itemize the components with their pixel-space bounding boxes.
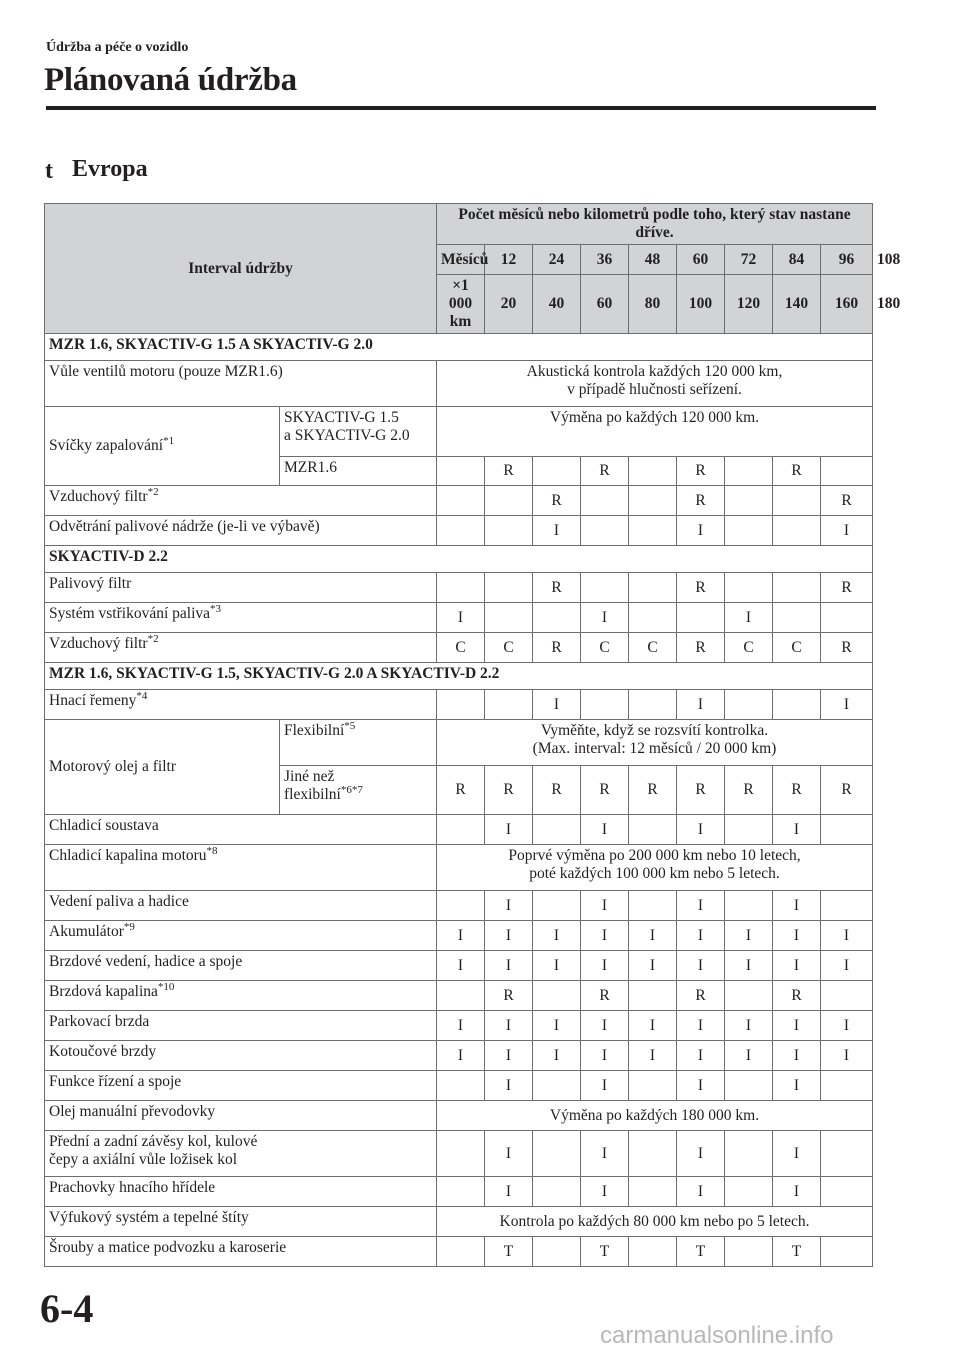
interval-cell — [437, 891, 485, 921]
interval-cell: R — [581, 766, 629, 815]
row-label: Kotoučové brzdy — [45, 1041, 437, 1071]
interval-cell: I — [629, 921, 677, 951]
interval-cell: I — [725, 1041, 773, 1071]
row-label: Odvětrání palivové nádrže (je-li ve výbavě) — [45, 516, 437, 546]
row-label: Hnací řemeny$^{*4}$ — [45, 690, 437, 720]
interval-cell: I — [485, 815, 533, 845]
interval-cell: T — [773, 1237, 821, 1267]
interval-cell: I — [533, 921, 581, 951]
section-header: MZR 1.6, SKYACTIV-G 1.5 A SKYACTIV-G 2.0 — [45, 334, 873, 361]
interval-cell: I — [485, 1041, 533, 1071]
row-label: Chladicí soustava — [45, 815, 437, 845]
interval-cell: I — [677, 1011, 725, 1041]
interval-cell — [821, 1237, 873, 1267]
interval-cell: I — [677, 921, 725, 951]
interval-cell — [437, 457, 485, 486]
interval-cell — [629, 1177, 677, 1207]
row-label: Vzduchový filtr$^{*2}$ — [45, 633, 437, 663]
interval-cell: R — [533, 573, 581, 603]
interval-cell — [581, 516, 629, 546]
interval-cell — [581, 486, 629, 516]
section-header: MZR 1.6, SKYACTIV-G 1.5, SKYACTIV-G 2.0 A SKYACTIV-D 2.2 — [45, 663, 873, 690]
interval-cell: R — [677, 573, 725, 603]
interval-cell: R — [485, 981, 533, 1011]
interval-cell: I — [725, 603, 773, 633]
row-label: Výfukový systém a tepelné štíty — [45, 1207, 437, 1237]
interval-cell — [437, 1071, 485, 1101]
row-label: Prachovky hnacího hřídele — [45, 1177, 437, 1207]
interval-cell: I — [533, 1041, 581, 1071]
interval-cell: T — [677, 1237, 725, 1267]
interval-cell: C — [773, 633, 821, 663]
interval-cell: I — [725, 951, 773, 981]
row-sublabel: MZR1.6 — [280, 457, 437, 486]
row-note: Výměna po každých 120 000 km. — [437, 407, 873, 457]
interval-cell: I — [677, 951, 725, 981]
row-note: Akustická kontrola každých 120 000 km, v případě hlučnosti seřízení. — [437, 361, 873, 407]
row-label: Olej manuální převodovky — [45, 1101, 437, 1131]
interval-cell: I — [581, 951, 629, 981]
interval-cell — [533, 1131, 581, 1177]
interval-cell — [533, 603, 581, 633]
interval-cell — [773, 603, 821, 633]
interval-cell: R — [581, 981, 629, 1011]
interval-cell: I — [581, 603, 629, 633]
months-value: 84 — [773, 245, 821, 275]
interval-cell — [437, 516, 485, 546]
interval-cell: I — [485, 1131, 533, 1177]
interval-cell: R — [629, 766, 677, 815]
interval-cell: I — [581, 1071, 629, 1101]
interval-cell — [725, 1237, 773, 1267]
interval-cell: R — [581, 457, 629, 486]
row-sublabel: Jiné než flexibilní$^{*6*7}$ — [280, 766, 437, 815]
interval-cell — [437, 981, 485, 1011]
interval-cell — [437, 1131, 485, 1177]
interval-cell — [725, 891, 773, 921]
interval-cell: I — [773, 1041, 821, 1071]
interval-cell: I — [485, 891, 533, 921]
interval-cell — [629, 603, 677, 633]
months-value: 72 — [725, 245, 773, 275]
title-divider — [46, 106, 876, 110]
interval-cell: I — [677, 690, 725, 720]
km-value: 20 — [485, 275, 533, 334]
interval-cell: I — [773, 951, 821, 981]
interval-cell: C — [725, 633, 773, 663]
months-value: 12 — [485, 245, 533, 275]
interval-cell: R — [485, 766, 533, 815]
interval-cell: I — [821, 951, 873, 981]
row-note: Poprvé výměna po 200 000 km nebo 10 letech, poté každých 100 000 km nebo 5 letech. — [437, 845, 873, 891]
interval-cell — [725, 457, 773, 486]
interval-header: Interval údržby — [45, 204, 437, 334]
interval-cell — [581, 690, 629, 720]
interval-cell — [533, 891, 581, 921]
interval-cell: I — [629, 951, 677, 981]
interval-cell: I — [821, 690, 873, 720]
interval-cell — [821, 815, 873, 845]
interval-cell: R — [773, 981, 821, 1011]
interval-cell — [677, 603, 725, 633]
section-header: SKYACTIV-D 2.2 — [45, 546, 873, 573]
interval-cell: I — [533, 690, 581, 720]
interval-cell — [821, 981, 873, 1011]
interval-cell — [629, 1071, 677, 1101]
interval-cell: I — [437, 1041, 485, 1071]
interval-cell: I — [773, 921, 821, 951]
interval-cell — [725, 516, 773, 546]
km-value: 120 — [725, 275, 773, 334]
interval-cell — [629, 457, 677, 486]
interval-cell: R — [821, 486, 873, 516]
interval-cell — [437, 573, 485, 603]
interval-cell: I — [677, 1071, 725, 1101]
interval-cell: I — [581, 891, 629, 921]
km-value: 40 — [533, 275, 581, 334]
interval-cell — [629, 1131, 677, 1177]
interval-cell: I — [485, 921, 533, 951]
interval-cell: C — [485, 633, 533, 663]
interval-cell — [629, 486, 677, 516]
interval-cell: R — [533, 486, 581, 516]
interval-cell — [533, 457, 581, 486]
subsection-marker: t — [45, 158, 53, 184]
interval-cell — [629, 690, 677, 720]
row-label: Parkovací brzda — [45, 1011, 437, 1041]
interval-cell: I — [581, 1011, 629, 1041]
interval-cell: R — [437, 766, 485, 815]
km-value: 80 — [629, 275, 677, 334]
interval-cell — [533, 1177, 581, 1207]
interval-cell — [725, 981, 773, 1011]
months-value: 96 — [821, 245, 873, 275]
interval-cell: C — [437, 633, 485, 663]
row-label: Systém vstřikování paliva$^{*3}$ — [45, 603, 437, 633]
km-value: 160 — [821, 275, 873, 334]
row-label: Šrouby a matice podvozku a karoserie — [45, 1237, 437, 1267]
interval-cell: I — [581, 1041, 629, 1071]
row-label: Vzduchový filtr$^{*2}$ — [45, 486, 437, 516]
row-note: Výměna po každých 180 000 km. — [437, 1101, 873, 1131]
interval-cell: I — [581, 921, 629, 951]
row-label: Svíčky zapalování$^{*1}$ — [45, 407, 280, 486]
interval-cell: I — [437, 603, 485, 633]
interval-cell — [485, 690, 533, 720]
row-note: Vyměňte, když se rozsvítí kontrolka. (Max. interval: 12 měsíců / 20 000 km) — [437, 720, 873, 766]
interval-cell: I — [629, 1041, 677, 1071]
interval-cell: R — [821, 633, 873, 663]
interval-cell: I — [677, 1177, 725, 1207]
interval-cell — [437, 690, 485, 720]
months-value: 36 — [581, 245, 629, 275]
interval-cell: I — [581, 1177, 629, 1207]
interval-cell — [581, 573, 629, 603]
interval-cell: I — [725, 1011, 773, 1041]
km-value: 100 — [677, 275, 725, 334]
interval-cell: I — [677, 891, 725, 921]
interval-cell: I — [821, 921, 873, 951]
row-label: Brzdová kapalina$^{*10}$ — [45, 981, 437, 1011]
interval-cell — [629, 981, 677, 1011]
interval-cell — [533, 1071, 581, 1101]
interval-cell — [725, 1177, 773, 1207]
interval-cell — [725, 573, 773, 603]
interval-cell: I — [533, 516, 581, 546]
interval-cell: R — [773, 457, 821, 486]
interval-cell — [773, 486, 821, 516]
interval-cell: I — [821, 1011, 873, 1041]
interval-cell — [629, 815, 677, 845]
interval-cell: I — [677, 1131, 725, 1177]
interval-cell: I — [773, 815, 821, 845]
months-label: Měsíců — [437, 245, 485, 275]
row-label: Vedení paliva a hadice — [45, 891, 437, 921]
interval-cell: R — [677, 633, 725, 663]
interval-cell: I — [485, 1177, 533, 1207]
interval-cell: I — [773, 1177, 821, 1207]
interval-cell — [485, 516, 533, 546]
interval-cell: C — [629, 633, 677, 663]
row-sublabel: SKYACTIV-G 1.5 a SKYACTIV-G 2.0 — [280, 407, 437, 457]
months-value: 48 — [629, 245, 677, 275]
interval-cell — [485, 573, 533, 603]
interval-cell: I — [485, 1011, 533, 1041]
row-label: Motorový olej a filtr — [45, 720, 280, 815]
interval-cell: I — [773, 891, 821, 921]
interval-cell: R — [773, 766, 821, 815]
row-label: Akumulátor$^{*9}$ — [45, 921, 437, 951]
page-number: 6-4 — [40, 1286, 94, 1331]
interval-cell: R — [485, 457, 533, 486]
interval-cell — [821, 1071, 873, 1101]
km-value: 140 — [773, 275, 821, 334]
interval-cell: C — [581, 633, 629, 663]
interval-cell — [725, 486, 773, 516]
interval-cell — [533, 1237, 581, 1267]
interval-cell: I — [773, 1071, 821, 1101]
months-value: 24 — [533, 245, 581, 275]
row-note: Kontrola po každých 80 000 km nebo po 5 letech. — [437, 1207, 873, 1237]
row-sublabel: Flexibilní$^{*5}$ — [280, 720, 437, 766]
interval-cell — [437, 486, 485, 516]
interval-cell: I — [581, 1131, 629, 1177]
interval-cell: I — [677, 815, 725, 845]
interval-cell: I — [725, 921, 773, 951]
interval-cell: I — [485, 951, 533, 981]
interval-cell — [725, 1131, 773, 1177]
interval-cell: I — [437, 1011, 485, 1041]
interval-cell: R — [677, 981, 725, 1011]
interval-cell — [485, 486, 533, 516]
km-label: ×1 000 km — [437, 275, 485, 334]
interval-cell — [773, 690, 821, 720]
interval-cell — [629, 1237, 677, 1267]
interval-cell — [773, 573, 821, 603]
interval-cell: R — [677, 766, 725, 815]
interval-cell — [629, 516, 677, 546]
interval-cell: I — [533, 1011, 581, 1041]
interval-cell: R — [821, 766, 873, 815]
interval-cell: T — [485, 1237, 533, 1267]
interval-cell: I — [437, 921, 485, 951]
interval-cell — [821, 603, 873, 633]
interval-cell: R — [725, 766, 773, 815]
row-label: Palivový filtr — [45, 573, 437, 603]
interval-cell: I — [485, 1071, 533, 1101]
interval-cell — [485, 603, 533, 633]
interval-cell: I — [581, 815, 629, 845]
interval-cell: I — [821, 1041, 873, 1071]
interval-cell: I — [437, 951, 485, 981]
interval-cell — [725, 690, 773, 720]
interval-cell — [821, 1131, 873, 1177]
page-title: Plánovaná údržba — [44, 62, 297, 98]
interval-cell: I — [677, 516, 725, 546]
row-label: Vůle ventilů motoru (pouze MZR1.6) — [45, 361, 437, 407]
interval-cell — [437, 1237, 485, 1267]
interval-cell — [725, 1071, 773, 1101]
interval-cell: I — [533, 951, 581, 981]
interval-cell — [629, 573, 677, 603]
watermark: carmanualsonline.info — [600, 1322, 834, 1349]
interval-cell: R — [821, 573, 873, 603]
interval-cell — [533, 815, 581, 845]
interval-cell — [773, 516, 821, 546]
interval-cell — [821, 1177, 873, 1207]
months-value: 60 — [677, 245, 725, 275]
interval-cell — [821, 891, 873, 921]
interval-cell: R — [533, 633, 581, 663]
interval-cell: R — [533, 766, 581, 815]
row-label: Přední a zadní závěsy kol, kulové čepy a axiální vůle ložisek kol — [45, 1131, 437, 1177]
interval-cell — [437, 815, 485, 845]
row-label: Brzdové vedení, hadice a spoje — [45, 951, 437, 981]
interval-cell: I — [677, 1041, 725, 1071]
row-label: Funkce řízení a spoje — [45, 1071, 437, 1101]
group-header: Počet měsíců nebo kilometrů podle toho, který stav nastane dříve. — [437, 204, 873, 245]
interval-cell: I — [773, 1011, 821, 1041]
interval-cell — [629, 891, 677, 921]
interval-cell — [821, 457, 873, 486]
interval-cell: T — [581, 1237, 629, 1267]
interval-cell: I — [821, 516, 873, 546]
interval-cell: I — [629, 1011, 677, 1041]
subsection-title: Evropa — [72, 156, 148, 182]
row-label: Chladicí kapalina motoru$^{*8}$ — [45, 845, 437, 891]
interval-cell: R — [677, 486, 725, 516]
interval-cell: R — [677, 457, 725, 486]
km-value: 60 — [581, 275, 629, 334]
maintenance-schedule-table: Interval údržby Počet měsíců nebo kilometrů podle toho, který stav nastane dříve. Měsíců 12 24 36 48 60 72 84 96 108 ×1 000 km 20 40 60 80 100 120 140 160 180 MZR 1.6, SKYACTIV-G 1.5 A SKYACTIV-G 2.0 Vůle ventilů motoru (pouze MZR1.6) Akustická kontrola každých 120 000 km, v případě hlučnosti seřízení. Svíčky zapalování$^{*1}$ SKYACTIV-G 1.5 a SKYACTIV-G 2.0 Výměna po každých 120 000 km. MZR1.6 R R R R Vzduchový filtr$^{*2}$ R R R Odvětrání palivové nádrže (je-li ve výbavě) I I I SKYACTIV-D 2.2 Palivový filtr R R R Systém vstřikování paliva$^{*3}$ I I I Vzduchový filtr$^{*2}$ C C R C C R C C R MZR 1.6, SKYACTIV-G 1.5, SKYACTIV-G 2.0 A SKYACTIV-D 2.2 Hnací řemeny$^{*4}$ I I I Motorový olej a filtr Flexibilní$^{*5}$ Vyměňte, když se rozsvítí kontrolka. (Max. interval: 12 měsíců / 20 000 km) Jiné než flexibilní$^{*6*7}$ R R R R R R R R R Chladicí soustava I I I I Chladicí kapalina motoru$^{*8}$ Poprvé výměna po 200 000 km nebo 10 letech, poté každých 100 000 km nebo 5 letech. Vedení paliva a hadice I I I I Akumulátor$^{*9}$ I I I I I I I I I Brzdové vedení, hadice a spoje I I I I I I I I I Brzdová kapalina$^{*10}$ R R R R Parkovací brzda I I I I I I I I I Kotoučové brzdy I I I I I I I I I Funkce řízení a spoje I I I I Olej manuální převodovky Výměna po každých 180 000 km. Přední a zadní závěsy kol, kulové čepy a axiální vůle ložisek kol I I I I Prachovky hnacího hřídele I I I I Výfukový systém a tepelné štíty Kontrola po každých 80 000 km nebo po 5 letech. Šrouby a matice podvozku a karoserie T T T T — [44, 203, 873, 1267]
section-label: Údržba a péče o vozidlo — [46, 40, 189, 55]
interval-cell — [437, 1177, 485, 1207]
interval-cell: I — [773, 1131, 821, 1177]
interval-cell — [725, 815, 773, 845]
interval-cell — [533, 981, 581, 1011]
